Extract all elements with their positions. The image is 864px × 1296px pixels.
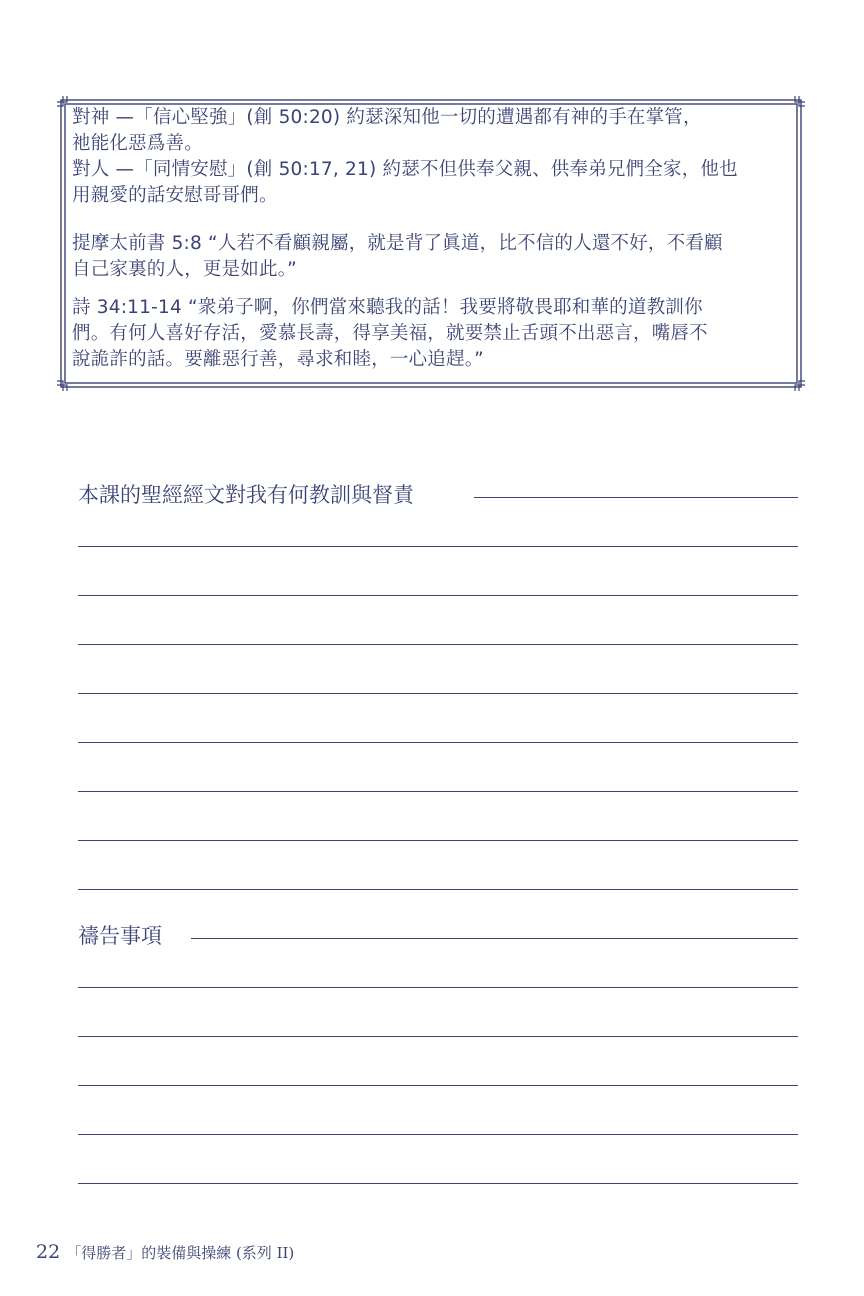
writing-line[interactable] (78, 1183, 798, 1184)
writing-line[interactable] (78, 987, 798, 988)
box-line: 用親愛的話安慰哥哥們。 (72, 185, 278, 206)
page-number: 22 (36, 1241, 61, 1263)
prayer-heading: 禱告事項 (78, 920, 162, 950)
heading-rule (474, 497, 798, 498)
reflection-heading: 本課的聖經經文對我有何教訓與督責 (78, 479, 414, 509)
writing-line[interactable] (78, 693, 798, 694)
scripture-text (72, 105, 796, 373)
writing-line[interactable] (78, 840, 798, 841)
box-line: 對人 —「同情安慰」(創 50:17, 21) 約瑟不但供奉父親、供奉弟兄們全家，他也 (72, 159, 738, 180)
box-line: 提摩太前書 5:8 “人若不看顧親屬，就是背了眞道，比不信的人還不好，不看顧 (72, 233, 723, 254)
writing-line[interactable] (78, 889, 798, 890)
writing-line[interactable] (78, 791, 798, 792)
box-line: 對神 —「信心堅強」(創 50:20) 約瑟深知他一切的遭遇都有神的手在掌管， (72, 107, 702, 128)
writing-line[interactable] (78, 742, 798, 743)
writing-line[interactable] (78, 546, 798, 547)
writing-line[interactable] (78, 644, 798, 645)
writing-line[interactable] (78, 1134, 798, 1135)
box-line: 祂能化惡爲善。 (72, 133, 203, 154)
writing-line[interactable] (78, 1085, 798, 1086)
box-line: 說詭詐的話。要離惡行善，尋求和睦，一心追趕。” (72, 349, 484, 370)
box-line: 詩 34:11-14 “衆弟子啊，你們當來聽我的話！我要將敬畏耶和華的道教訓你 (72, 297, 703, 318)
box-line: 自己家裏的人，更是如此。” (72, 259, 297, 280)
book-title: 「得勝者」的裝備與操練 (系列 II) (66, 1244, 295, 1262)
heading-rule (191, 938, 798, 939)
box-line: 們。有何人喜好存活，愛慕長壽，得享美福，就要禁止舌頭不出惡言，嘴唇不 (72, 323, 708, 344)
writing-line[interactable] (78, 595, 798, 596)
scripture-box (57, 96, 805, 391)
writing-line[interactable] (78, 1036, 798, 1037)
page-footer (36, 1241, 294, 1263)
